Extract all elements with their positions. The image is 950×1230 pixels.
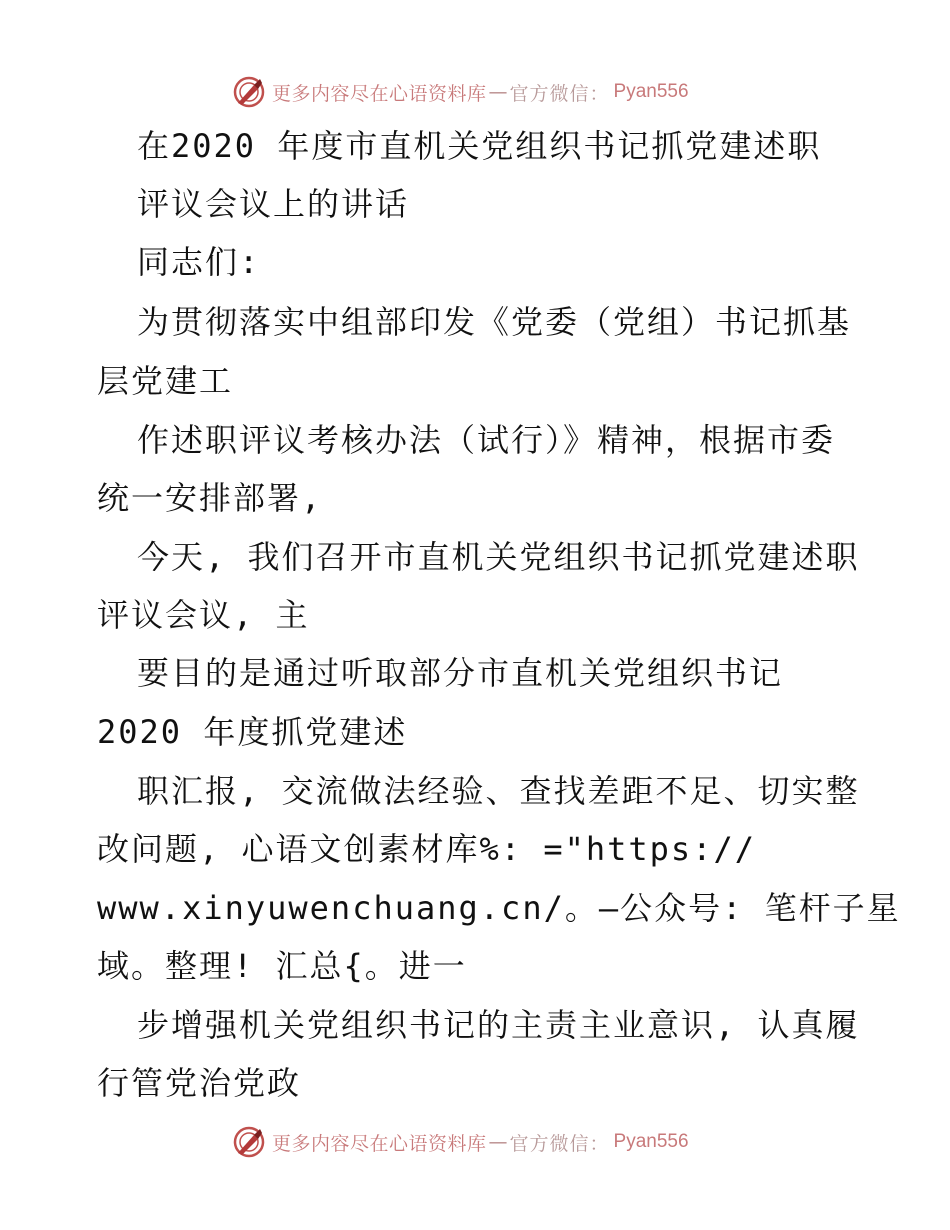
body-line: 层党建工	[97, 362, 234, 400]
salutation-line: 同志们:	[137, 243, 261, 281]
banner-wechat-id: Pyan556	[613, 1131, 689, 1152]
body-line: 改问题, 心语文创素材库%: ="https://	[97, 830, 756, 868]
pen-logo-icon	[232, 1125, 266, 1159]
body-line: 统一安排部署,	[97, 479, 323, 517]
banner-label: 官方微信：	[509, 1132, 610, 1155]
body-line: 域。整理! 汇总{。进一	[97, 947, 467, 985]
body-line: 步增强机关党组织书记的主责主业意识, 认真履	[137, 1006, 860, 1044]
banner-wechat-id: Pyan556	[613, 81, 689, 102]
banner-text: 更多内容尽在心语资料库	[272, 1132, 487, 1155]
body-line: 行管党治党政	[97, 1064, 302, 1102]
body-line: 为贯彻落实中组部印发《党委（党组）书记抓基	[137, 303, 852, 341]
body-line: 职汇报, 交流做法经验、查找差距不足、切实整	[137, 772, 860, 810]
footer-watermark-banner	[232, 1122, 689, 1162]
pen-logo-icon	[232, 75, 266, 109]
body-line: 作述职评议考核办法（试行）》精神，根据市委	[137, 421, 836, 459]
body-line: 要目的是通过听取部分市直机关党组织书记	[137, 654, 784, 692]
body-line: www.xinyuwenchuang.cn/。—公众号: 笔杆子星	[97, 889, 901, 927]
banner-label: 官方微信：	[509, 82, 610, 105]
document-title-line-2: 评议会议上的讲话	[137, 185, 410, 223]
document-title-line-1: 在2020 年度市直机关党组织书记抓党建述职	[137, 127, 822, 165]
body-line: 2020 年度抓党建述	[97, 713, 408, 751]
banner-separator: —	[488, 81, 508, 103]
banner-text: 更多内容尽在心语资料库	[272, 82, 487, 105]
body-line: 今天, 我们召开市直机关党组织书记抓党建述职	[137, 538, 860, 576]
header-watermark-banner	[232, 72, 689, 112]
body-line: 评议会议, 主	[97, 596, 310, 634]
banner-separator: —	[488, 1131, 508, 1153]
